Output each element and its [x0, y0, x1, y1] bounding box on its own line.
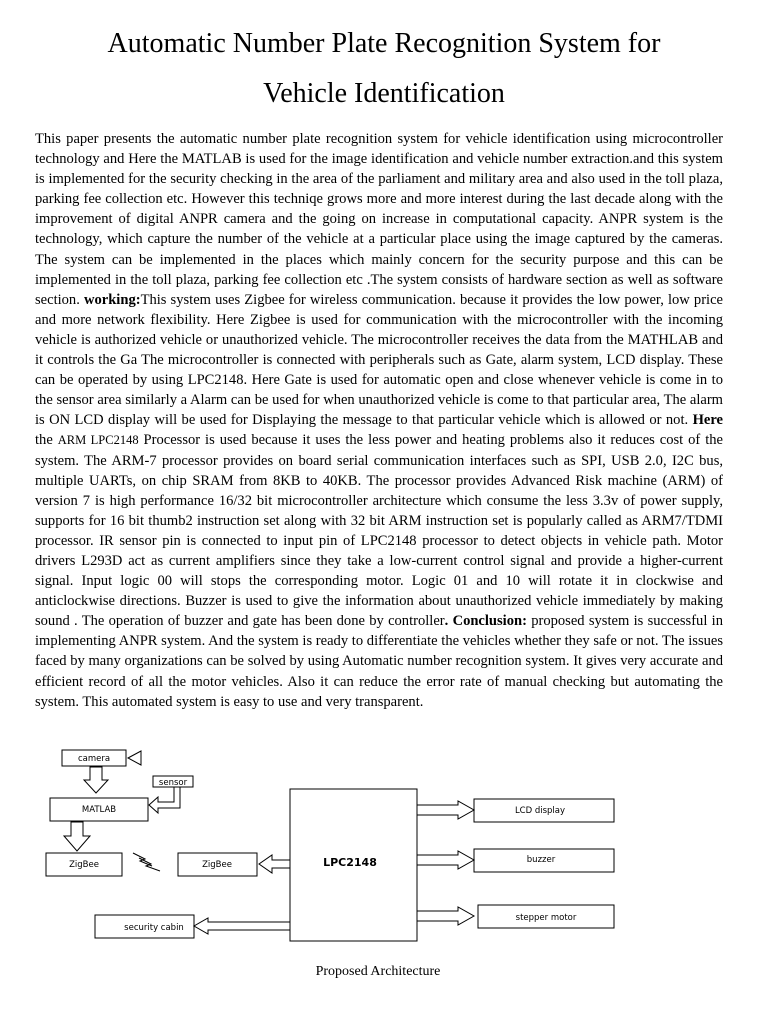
body-part-1: This paper presents the automatic number plate recognition system for vehicle identification using microcontroller technology and Here the MATLAB is used for the image identification and vehicle number extraction.and this system is implemented for the security checking in the area of the parliament and military area and also used in the toll plaza, parking fee collection etc. However this techniqe grows more and more interest during the last decade along with the improvement of digital ANPR camera and the going on increase in computational capacity. ANPR system is the technology, which capture the number of the vehicle at a particular place using the image captured by the cameras. The system can be implemented in the places which mainly concern for the security purpose and this can be implemented in the toll plaza, parking fee collection etc .The system consists of hardware section as well as software section. [35, 131, 723, 308]
arrow-lpc-to-zigbee [259, 855, 290, 873]
conclusion-label: Conclusion: [452, 613, 527, 630]
arrow-lpc-to-security [194, 918, 290, 934]
body-part-4: proposed system is successful in implementing ANPR system. And the system is ready to differentiate the vehicles whether they safe or not. The issues faced by many organizations can be solved by using Automatic number recognition system. It gives very accurate and efficient record of all the motor vehicles. Also it can reduce the error rate of manual checking but automating the system. This automated system is easy to use and very transparent. [35, 613, 723, 710]
stepper-motor-label: stepper motor [515, 913, 577, 923]
body-part-2: This system uses Zigbee for wireless communication. because it provides the low power, low price and more network flexibility. Here Zigbee is used for communication with the microcontroller with the incoming vehicle is authorized vehicle or unauthorized vehicle. The microcontroller receives the data from the MATHLAB and it controls the Ga The microcontroller is connected with peripherals such as Gate, alarm system, LCD display. These can be operated by using LPC2148. Here Gate is used for automatic open and close whenever vehicle is come in to the sensor area similarly a Alarm can be used for when unauthorized vehicle is come to that particular area, The alarm is ON LCD display will be used for Displaying the message to that particular vehicle which is allowed or not. [35, 291, 723, 429]
lpc2148-label: LPC2148 [323, 856, 377, 869]
arrow-lpc-to-lcd [417, 801, 474, 819]
arrow-camera-to-matlab [84, 767, 108, 793]
lcd-display-label: LCD display [514, 806, 566, 816]
camera-lens-icon [128, 751, 141, 765]
working-label: working: [83, 291, 141, 308]
zigbee-right-label: ZigBee [202, 860, 232, 870]
arrow-lpc-to-stepper [417, 907, 474, 925]
sensor-label: sensor [158, 778, 188, 788]
the-word: the [35, 432, 58, 449]
arrow-sensor-to-matlab [149, 787, 180, 813]
bold-period: . [444, 613, 453, 630]
zigbee-left-label: ZigBee [69, 860, 99, 870]
paper-title-line-1: Automatic Number Plate Recognition System for [107, 28, 661, 59]
paper-title-line-2: Vehicle Identification [263, 78, 505, 109]
security-cabin-label: security cabin [124, 923, 184, 933]
figure-caption: Proposed Architecture [315, 964, 441, 979]
arm-lpc-label: ARM LPC2148 [57, 433, 139, 448]
buzzer-label: buzzer [526, 855, 556, 865]
matlab-label: MATLAB [81, 805, 117, 815]
body-part-3: Processor is used because it uses the less power and heating problems also it reduces cost of the system. The ARM-7 processor provides on board serial communication interfaces such as SPI, USB 2.0, I2C bus, multiple UARTs, on chip SRAM from 8KB to 40KB. The processor provides Advanced Risk machine (ARM) of version 7 is high performance 16/32 bit microcontroller architecture which consume the less 3.3v of power supply, supports for 16 bit thumb2 instruction set along with 32 bit ARM instruction set is popularly called as ARM7/TDMI processor. IR sensor pin is connected to input pin of LPC2148 processor to detect objects in vehicle path. Motor drivers L293D act as current amplifiers since they take a low-current control signal and provide a higher-current signal. Input logic 00 will stops the corresponding motor. Logic 01 and 10 will rotate it in clockwise and anticlockwise directions. Buzzer is used to give the information about unauthorized vehicle immediately by making sound . The operation of buzzer and gate has been done by controller [35, 432, 723, 630]
arrow-lpc-to-buzzer [417, 851, 474, 869]
camera-label: camera [77, 754, 111, 764]
arrow-matlab-to-zigbee [64, 822, 90, 851]
here-label: Here [692, 412, 723, 429]
